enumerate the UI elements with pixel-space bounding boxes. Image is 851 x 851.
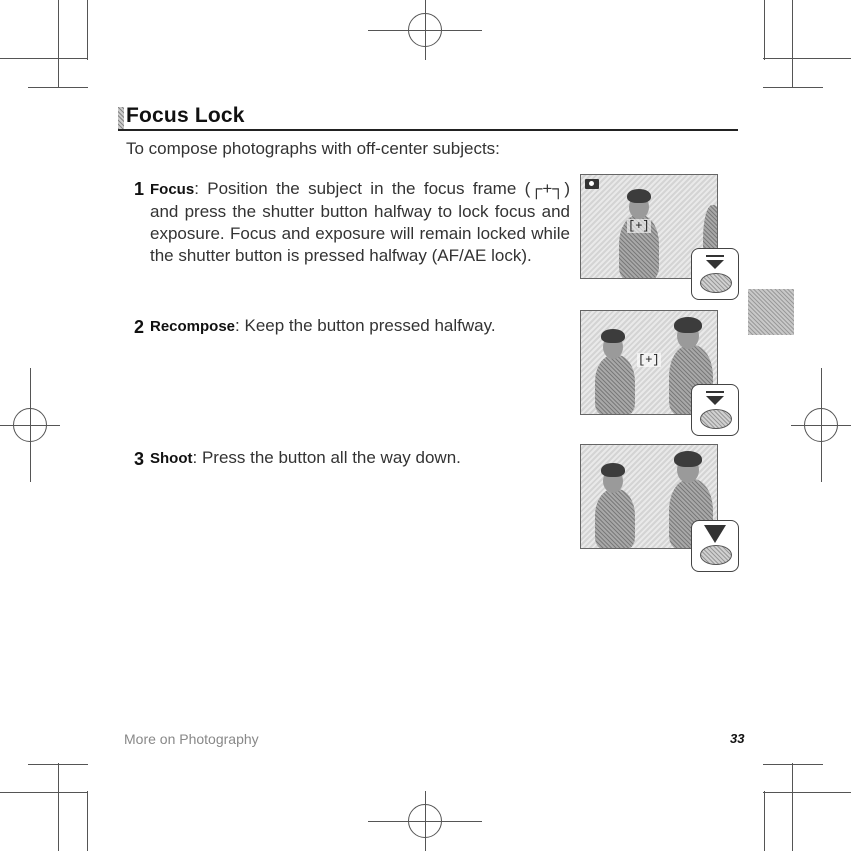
registration-circle <box>804 408 838 442</box>
registration-circle <box>408 804 442 838</box>
arrow-down-icon <box>706 260 724 269</box>
shutter-button-graphic <box>700 273 732 293</box>
crop-mark <box>0 58 88 59</box>
crop-mark <box>87 791 88 851</box>
crop-mark <box>764 791 765 851</box>
subject-hair <box>674 451 702 467</box>
crop-mark <box>792 0 793 88</box>
halfway-bar <box>706 255 724 257</box>
focus-frame-indicator: [+] <box>628 219 650 233</box>
step-description: : Press the button all the way down. <box>192 448 461 467</box>
step-text <box>150 447 550 470</box>
subject-hair <box>601 329 625 343</box>
registration-circle <box>408 13 442 47</box>
page-number: 33 <box>730 731 745 746</box>
halfway-bar <box>706 391 724 393</box>
crop-mark <box>763 87 823 88</box>
subject-hair <box>674 317 702 333</box>
crop-mark <box>28 87 88 88</box>
crop-mark <box>58 0 59 88</box>
crop-mark <box>87 0 88 60</box>
chapter-tab <box>748 289 794 335</box>
camera-icon <box>585 179 599 189</box>
subject-figure <box>595 355 635 415</box>
subject-hair <box>627 189 651 203</box>
step-number: 3 <box>134 449 145 469</box>
subject-figure <box>595 489 635 549</box>
subject-hair <box>601 463 625 477</box>
crop-mark <box>58 763 59 851</box>
step-text <box>150 178 570 267</box>
crop-mark <box>792 763 793 851</box>
shutter-button-graphic <box>700 545 732 565</box>
arrow-down-icon <box>704 525 726 543</box>
crop-mark <box>0 792 88 793</box>
shutter-half-press-icon <box>691 248 739 300</box>
step-text <box>150 315 550 338</box>
crop-mark <box>763 792 851 793</box>
footer-section-title: More on Photography <box>124 731 259 747</box>
crop-mark <box>764 0 765 60</box>
step-description: : Keep the button pressed halfway. <box>235 316 496 335</box>
intro-text: To compose photographs with off-center subjects: <box>126 139 500 158</box>
step-description: : Position the subject in the focus frame (┌+┐) and press the shutter button halfway to lock focus and exposure. Focus and exposure will remain locked while the shutter button is pressed halfway (AF/AE lock). <box>150 179 570 265</box>
crop-mark <box>28 764 88 765</box>
crop-mark <box>763 764 823 765</box>
step-label: Recompose <box>150 318 236 335</box>
step-number: 1 <box>134 179 145 199</box>
step-label: Focus <box>150 181 195 198</box>
crop-mark <box>763 58 851 59</box>
shutter-full-press-icon <box>691 520 739 572</box>
page-title: Focus Lock <box>126 104 245 127</box>
step-number: 2 <box>134 317 145 337</box>
focus-frame-indicator: [+] <box>638 353 660 367</box>
registration-circle <box>13 408 47 442</box>
step-label: Shoot <box>150 450 193 467</box>
heading-marker <box>118 107 124 129</box>
shutter-button-graphic <box>700 409 732 429</box>
heading-rule <box>118 129 738 131</box>
shutter-half-press-icon <box>691 384 739 436</box>
arrow-down-icon <box>706 396 724 405</box>
